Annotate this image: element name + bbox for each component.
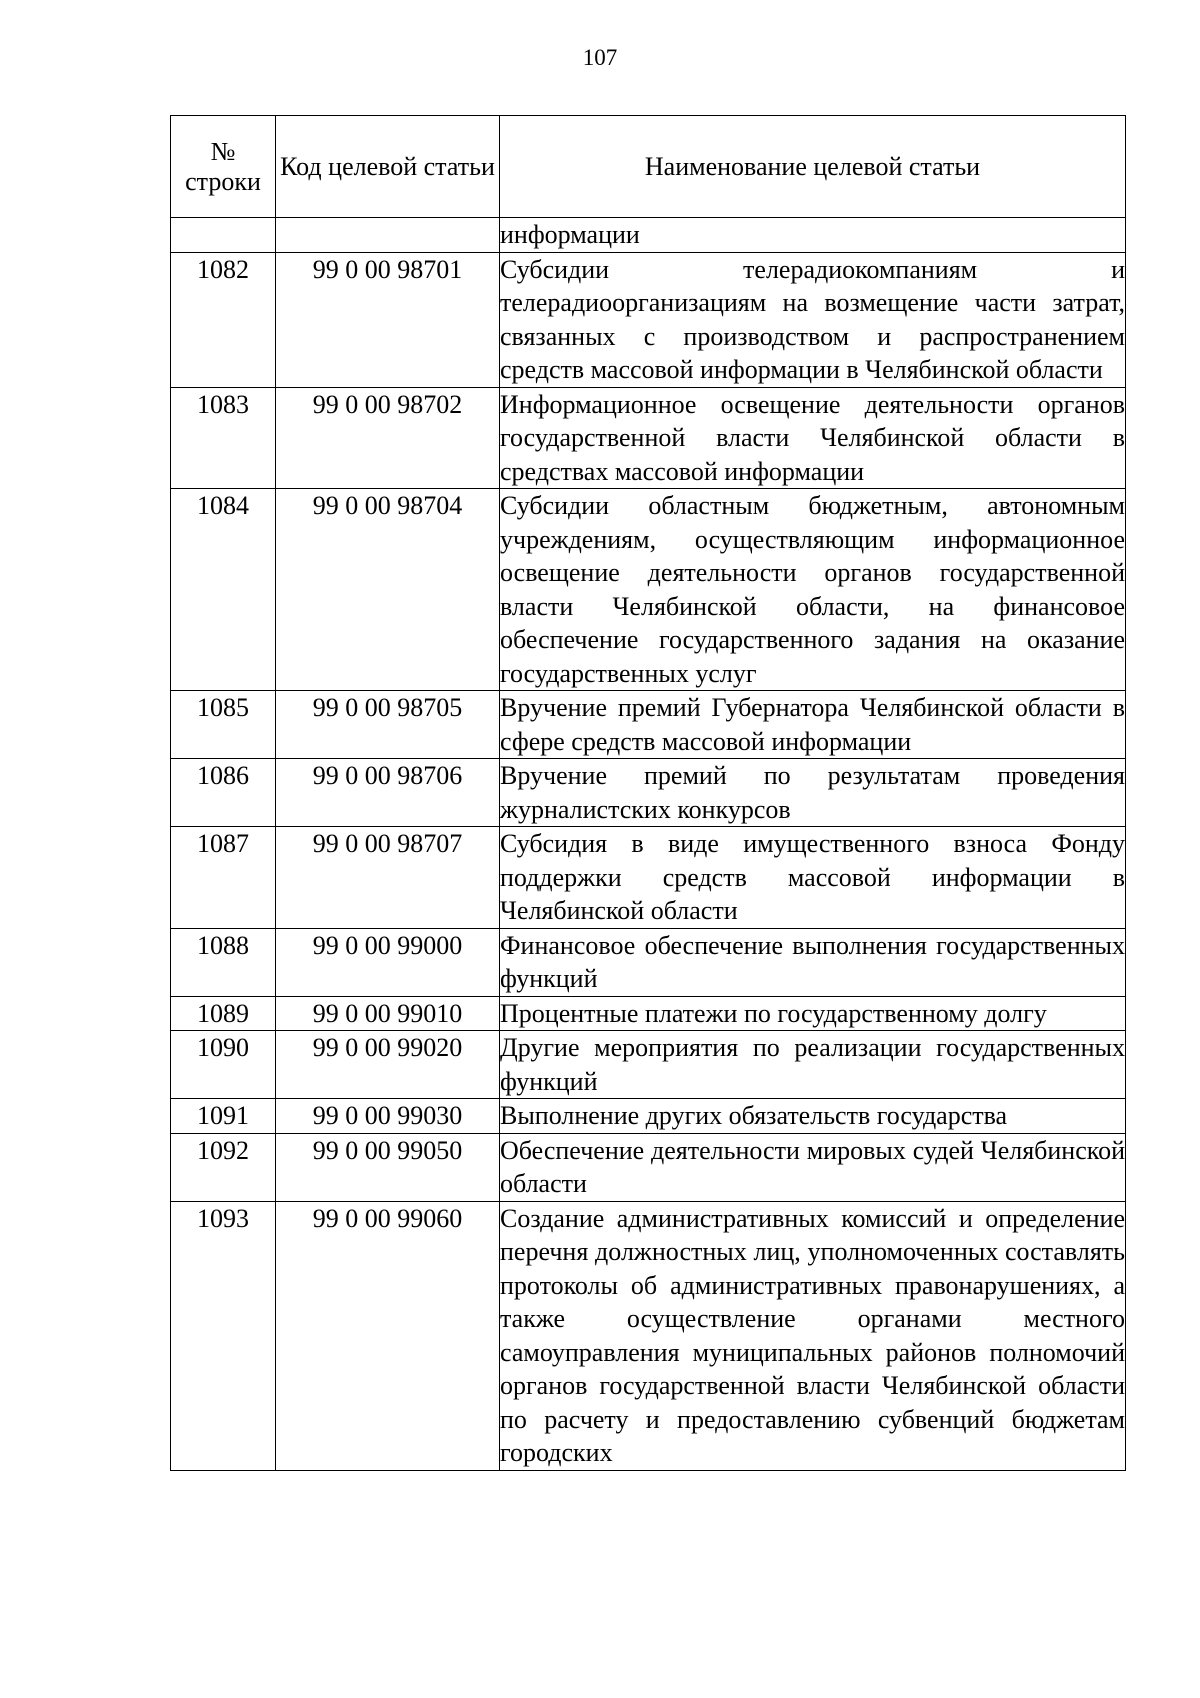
article-name <box>500 827 1126 929</box>
header-article-name: Наименование целевой статьи <box>500 116 1126 218</box>
row-number: 1088 <box>171 928 276 996</box>
article-code: 99 0 00 98704 <box>276 489 500 691</box>
article-name <box>500 996 1126 1031</box>
article-name <box>500 1201 1126 1470</box>
table-row <box>171 827 1126 929</box>
article-name-text: информации <box>500 220 640 249</box>
row-number: 1093 <box>171 1201 276 1470</box>
article-code: 99 0 00 99030 <box>276 1099 500 1134</box>
article-name <box>500 489 1126 691</box>
table-row <box>171 1099 1126 1134</box>
article-code: 99 0 00 98702 <box>276 387 500 489</box>
row-number: 1092 <box>171 1133 276 1201</box>
table-row <box>171 387 1126 489</box>
article-name-text: Субсидии телерадиокомпаниям и телерадиоорганизациям на возмещение части затрат, связанных с производством и распространением средств массовой информации в Челябинской области <box>500 254 1125 384</box>
row-number: 1085 <box>171 691 276 759</box>
article-name <box>500 1031 1126 1099</box>
article-name <box>500 759 1126 827</box>
article-name-text: Финансовое обеспечение выполнения государственных функций <box>500 930 1125 993</box>
article-name-text: Вручение премий по результатам проведения журналистских конкурсов <box>500 761 1125 824</box>
article-name-text: Вручение премий Губернатора Челябинской области в сфере средств массовой информации <box>500 693 1125 756</box>
row-number: 1083 <box>171 387 276 489</box>
target-articles-table <box>170 115 1126 1471</box>
article-code: 99 0 00 98707 <box>276 827 500 929</box>
header-article-code: Код целевой статьи <box>276 116 500 218</box>
row-number: 1084 <box>171 489 276 691</box>
table-row <box>171 1031 1126 1099</box>
table-row <box>171 489 1126 691</box>
article-name-text: Субсидии областным бюджетным, автономным учреждениям, осуществляющим информационное освещение деятельности органов государственной власти Челябинской области, на финансовое обеспечение государственного задания на оказание государственных услуг <box>500 491 1125 688</box>
article-name-text: Обеспечение деятельности мировых судей Челябинской области <box>500 1135 1125 1198</box>
table-row <box>171 218 1126 253</box>
table-row <box>171 1201 1126 1470</box>
table-header-row <box>171 116 1126 218</box>
header-row-number: № строки <box>171 116 276 218</box>
table-row <box>171 691 1126 759</box>
article-name <box>500 387 1126 489</box>
row-number: 1089 <box>171 996 276 1031</box>
table-row <box>171 996 1126 1031</box>
article-code: 99 0 00 98701 <box>276 252 500 387</box>
article-name-text: Другие мероприятия по реализации государственных функций <box>500 1033 1125 1096</box>
article-name-text: Процентные платежи по государственному долгу <box>500 998 1047 1028</box>
article-name <box>500 691 1126 759</box>
row-number <box>171 218 276 253</box>
article-code: 99 0 00 99060 <box>276 1201 500 1470</box>
row-number: 1086 <box>171 759 276 827</box>
article-name <box>500 252 1126 387</box>
article-name-text: Создание административных комиссий и определение перечня должностных лиц, уполномоченных составлять протоколы об административных правонарушениях, а также осуществление органами местного самоуправления муниципальных районов полномочий органов государственной власти Челябинской области по расчету и предоставлению субвенций бюджетам городских <box>500 1203 1125 1467</box>
article-code: 99 0 00 99020 <box>276 1031 500 1099</box>
article-name-text: Информационное освещение деятельности органов государственной власти Челябинской области в средствах массовой информации <box>500 389 1125 486</box>
article-name-text: Субсидия в виде имущественного взноса Фонду поддержки средств массовой информации в Челябинской области <box>500 829 1125 925</box>
article-name <box>500 1099 1126 1134</box>
row-number: 1091 <box>171 1099 276 1134</box>
row-number: 1090 <box>171 1031 276 1099</box>
table-row <box>171 252 1126 387</box>
table-row <box>171 759 1126 827</box>
article-code: 99 0 00 99000 <box>276 928 500 996</box>
table-row <box>171 1133 1126 1201</box>
article-name-text: Выполнение других обязательств государства <box>500 1101 1008 1130</box>
article-code: 99 0 00 98706 <box>276 759 500 827</box>
row-number: 1082 <box>171 252 276 387</box>
page-number: 107 <box>582 45 618 70</box>
article-name <box>500 218 1126 253</box>
article-code: 99 0 00 98705 <box>276 691 500 759</box>
article-code: 99 0 00 99010 <box>276 996 500 1031</box>
article-name <box>500 1133 1126 1201</box>
article-code <box>276 218 500 253</box>
table-row <box>171 928 1126 996</box>
row-number: 1087 <box>171 827 276 929</box>
article-code: 99 0 00 99050 <box>276 1133 500 1201</box>
article-name <box>500 928 1126 996</box>
